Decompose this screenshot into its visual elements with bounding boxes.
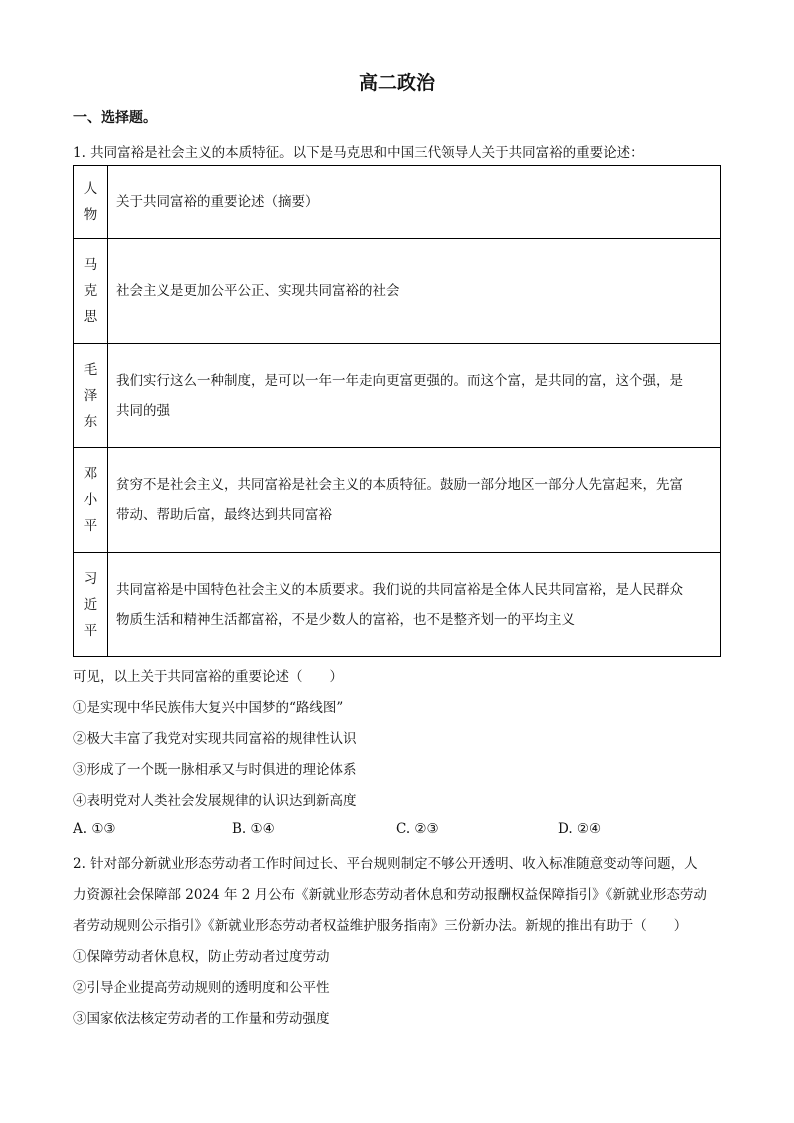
content-line: 社会主义是更加公平公正、实现共同富裕的社会 (116, 283, 400, 299)
quote-table (73, 165, 721, 657)
person-char: 毛 (83, 361, 98, 378)
content-line: 关于共同富裕的重要论述（摘要） (116, 194, 319, 210)
content-cell (108, 448, 721, 553)
person-char: 思 (83, 309, 98, 325)
person-char: 马 (83, 257, 98, 273)
q1-statement: ④表明党对人类社会发展规律的认识达到新高度 (73, 793, 357, 809)
content-cell (108, 344, 721, 448)
person-cell (74, 448, 108, 553)
q2-stem-line: 2. 针对部分新就业形态劳动者工作时间过长、平台规则制定不够公开透明、收入标准随意变动等问题，人 (73, 856, 698, 872)
option-c[interactable]: C. ②③ (396, 821, 439, 837)
option-b[interactable]: B. ①④ (232, 821, 275, 837)
q2-stem-line: 者劳动规则公示指引》《新就业形态劳动者权益维护服务指南》三份新办法。新规的推出有助于（ ） (73, 918, 688, 934)
person-char: 人 (83, 181, 98, 197)
person-char: 物 (83, 207, 98, 223)
table-header-row (74, 166, 721, 239)
person-char: 小 (83, 492, 98, 508)
person-char: 东 (83, 413, 98, 430)
person-char: 习 (83, 570, 98, 587)
person-char: 克 (83, 283, 98, 299)
person-char: 邓 (83, 466, 98, 482)
person-char: 泽 (83, 387, 98, 404)
person-char: 平 (83, 518, 98, 534)
table-row (74, 344, 721, 448)
q1-statement: ①是实现中华民族伟大复兴中国梦的“路线图” (73, 700, 344, 716)
content-line: 我们实行这么一种制度，是可以一年一年走向更富更强的。而这个富，是共同的富，这个强，是 (116, 372, 683, 389)
table-row (74, 239, 721, 344)
q2-stem-line: 力资源社会保障部 2024 年 2 月公布《新就业形态劳动者休息和劳动报酬权益保障指引》《新就业形态劳动 (73, 887, 707, 903)
q1-question: 可见，以上关于共同富裕的重要论述（ ） (73, 669, 343, 685)
person-char: 平 (83, 622, 98, 639)
content-line: 带动、帮助后富，最终达到共同富裕 (116, 507, 332, 523)
q1-statement: ③形成了一个既一脉相承又与时俱进的理论体系 (73, 762, 357, 778)
person-char: 近 (83, 596, 98, 613)
content-cell (108, 166, 721, 239)
content-line: 贫穷不是社会主义，共同富裕是社会主义的本质特征。鼓励一部分地区一部分人先富起来，先富 (116, 477, 683, 493)
option-d[interactable]: D. ②④ (558, 821, 602, 837)
content-line: 物质生活和精神生活都富裕，不是少数人的富裕，也不是整齐划一的平均主义 (116, 611, 575, 628)
q2-statement: ①保障劳动者休息权，防止劳动者过度劳动 (73, 949, 330, 965)
person-cell (74, 239, 108, 344)
content-line: 共同的强 (116, 402, 170, 419)
section-heading: 一、选择题。 (73, 110, 157, 126)
content-line: 共同富裕是中国特色社会主义的本质要求。我们说的共同富裕是全体人民共同富裕，是人民群众 (116, 581, 683, 598)
content-cell (108, 239, 721, 344)
table-row (74, 553, 721, 657)
page-title: 高二政治 (358, 72, 435, 94)
q2-statement: ②引导企业提高劳动规则的透明度和公平性 (73, 980, 330, 996)
q1-statement: ②极大丰富了我党对实现共同富裕的规律性认识 (73, 731, 357, 747)
person-cell (74, 344, 108, 448)
person-cell (74, 166, 108, 239)
option-a[interactable]: A. ①③ (73, 821, 116, 837)
table-row (74, 448, 721, 553)
q2-statement: ③国家依法核定劳动者的工作量和劳动强度 (73, 1011, 330, 1027)
q1-stem: 1. 共同富裕是社会主义的本质特征。以下是马克思和中国三代领导人关于共同富裕的重要论述： (73, 145, 644, 161)
content-cell (108, 553, 721, 657)
person-cell (74, 553, 108, 657)
